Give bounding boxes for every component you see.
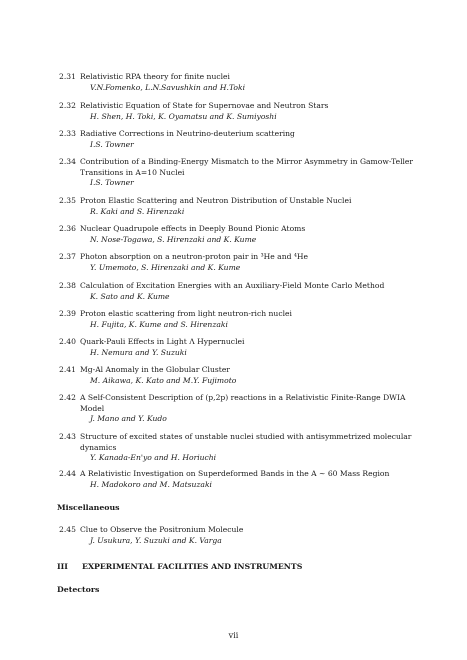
entry-2-41 xyxy=(59,365,419,386)
entry-number: 2.43 xyxy=(59,432,76,441)
entry-2-33 xyxy=(59,129,419,150)
entry-title: Relativistic Equation of State for Supernovae and Neutron Stars xyxy=(80,101,329,110)
entry-number: 2.38 xyxy=(59,281,76,290)
entry-number: 2.35 xyxy=(59,196,76,205)
entry-title: Clue to Observe the Positronium Molecule xyxy=(80,525,244,534)
entry-2-36 xyxy=(59,224,419,245)
entry-authors: V.N.Fomenko, L.N.Savushkin and H.Toki xyxy=(90,82,246,92)
entry-authors: R. Kaki and S. Hirenzaki xyxy=(90,206,185,216)
entry-authors: I.S. Towner xyxy=(90,139,134,149)
entry-title: A Relativistic Investigation on Superdeformed Bands in the A ∼ 60 Mass Region xyxy=(80,469,390,478)
entry-2-34 xyxy=(59,157,419,189)
entry-number: 2.36 xyxy=(59,224,76,233)
entry-authors: J. Usukura, Y. Suzuki and K. Varga xyxy=(90,535,222,545)
entry-authors: N. Nose-Togawa, S. Hirenzaki and K. Kume xyxy=(90,234,257,244)
entry-2-32 xyxy=(59,101,419,122)
entry-authors: H. Madokoro and M. Matsuzaki xyxy=(90,479,212,489)
entry-number: 2.32 xyxy=(59,101,76,110)
entry-title: Nuclear Quadrupole effects in Deeply Bound Pionic Atoms xyxy=(80,224,306,233)
page-number: vii xyxy=(228,631,239,640)
entry-2-45 xyxy=(59,525,419,546)
entry-2-42 xyxy=(59,393,419,425)
entry-2-31 xyxy=(59,72,419,93)
section-number: III xyxy=(57,562,68,571)
entry-title: Structure of excited states of unstable nuclei studied with antisymmetrized molecular dynamics xyxy=(80,432,412,452)
entry-title: Quark-Pauli Effects in Light Λ Hypernuclei xyxy=(80,337,245,346)
entry-number: 2.33 xyxy=(59,129,76,138)
entry-authors: Y. Kanada-En'yo and H. Horiuchi xyxy=(90,453,217,462)
entry-number: 2.44 xyxy=(59,469,76,478)
entry-number: 2.40 xyxy=(59,337,76,346)
entry-number: 2.41 xyxy=(59,365,76,374)
entry-title: Radiative Corrections in Neutrino-deuterium scattering xyxy=(80,129,295,138)
miscellaneous-heading: Miscellaneous xyxy=(57,503,120,512)
entry-title: Proton elastic scattering from light neutron-rich nuclei xyxy=(80,309,292,318)
entry-number: 2.37 xyxy=(59,252,76,261)
entry-number: 2.45 xyxy=(59,525,76,534)
detectors-heading: Detectors xyxy=(57,585,100,594)
entry-title: Mg-Al Anomaly in the Globular Cluster xyxy=(80,365,230,374)
entry-number: 2.31 xyxy=(59,72,76,81)
entry-authors: H. Fujita, K. Kume and S. Hirenzaki xyxy=(90,319,228,329)
entry-number: 2.39 xyxy=(59,309,76,318)
entry-2-39 xyxy=(59,309,419,330)
entry-2-38 xyxy=(59,281,419,302)
entry-2-35 xyxy=(59,196,419,217)
entry-2-37 xyxy=(59,252,419,273)
entry-title: Photon absorption on a neutron-proton pair in ³He and ⁴He xyxy=(80,252,309,261)
entry-2-44 xyxy=(59,469,419,490)
entry-number: 2.34 xyxy=(59,157,76,166)
entry-title: Relativistic RPA theory for finite nuclei xyxy=(80,72,230,81)
entry-title: Proton Elastic Scattering and Neutron Distribution of Unstable Nuclei xyxy=(80,196,352,205)
entry-authors: I.S. Towner xyxy=(90,178,134,187)
entry-authors: Y. Umemoto, S. Hirenzaki and K. Kume xyxy=(90,262,241,272)
entry-authors: J. Mano and Y. Kudo xyxy=(90,414,167,423)
section-title: EXPERIMENTAL FACILITIES AND INSTRUMENTS xyxy=(82,562,303,571)
entry-authors: M. Aikawa, K. Kato and M.Y. Fujimoto xyxy=(90,375,237,385)
entry-authors: H. Nemura and Y. Suzuki xyxy=(90,347,187,357)
entry-title: Calculation of Excitation Energies with an Auxiliary-Field Monte Carlo Method xyxy=(80,281,385,290)
entry-title: Contribution of a Binding-Energy Mismatch to the Mirror Asymmetry in Gamow-Teller Transitions in A=10 Nuclei xyxy=(80,157,414,177)
entry-authors: K. Sato and K. Kume xyxy=(90,291,170,301)
entry-2-43 xyxy=(59,432,419,464)
entry-number: 2.42 xyxy=(59,393,76,402)
entry-title: A Self-Consistent Description of (p,2p) reactions in a Relativistic Finite-Range DWIA Model xyxy=(80,393,406,413)
entry-2-40 xyxy=(59,337,419,358)
entry-authors: H. Shen, H. Toki, K. Oyamatsu and K. Sumiyoshi xyxy=(90,111,277,121)
